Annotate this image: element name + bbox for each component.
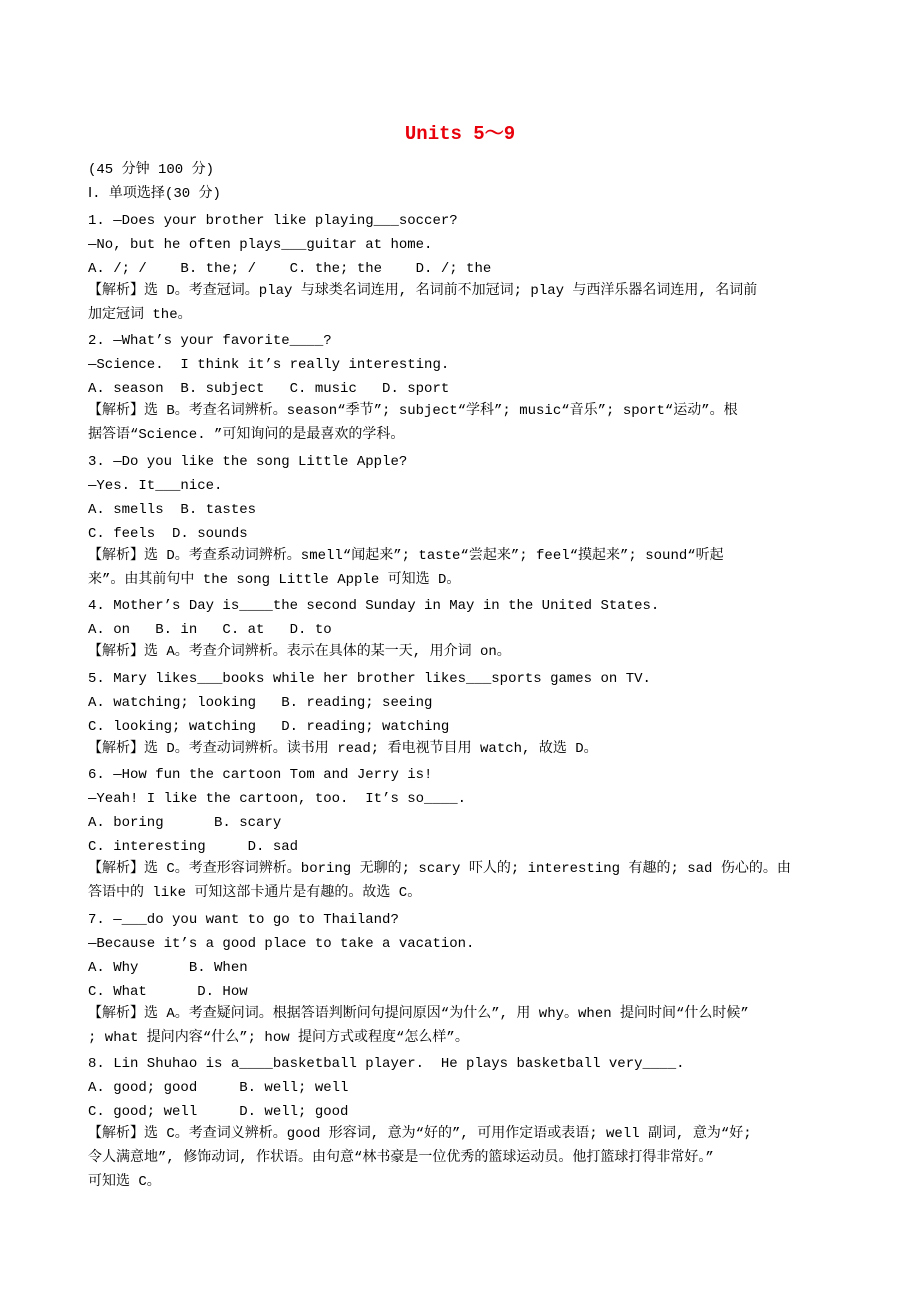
question-analysis (88, 279, 908, 327)
question-stem: —Science. I think it’s really interesting. (88, 357, 450, 373)
question-options: C. looking; watching D. reading; watching (88, 718, 450, 735)
analysis-line: 来”。由其前句中 the song Little Apple 可知选 D。 (88, 571, 461, 588)
question-options: C. What D. How (88, 983, 248, 1000)
question-stem: 5. Mary likes___books while her brother likes___sports games on TV. (88, 670, 651, 687)
question-options: A. /; / B. the; / C. the; the D. /; the (88, 260, 492, 277)
question-6 (88, 763, 908, 905)
analysis-line: 答语中的 like 可知这部卡通片是有趣的。故选 C。 (88, 885, 422, 901)
question-1 (88, 209, 908, 327)
question-stem: —Yeah! I like the cartoon, too. It’s so____. (88, 791, 467, 807)
question-2 (88, 329, 908, 447)
question-options: A. boring B. scary (88, 815, 282, 831)
question-stem: 4. Mother’s Day is____the second Sunday in May in the United States. (88, 598, 660, 614)
analysis-line: 【解析】选 A。考查疑问词。根据答语判断问句提问原因“为什么”, 用 why。when 提问时间“什么时候” (88, 1005, 749, 1022)
analysis-line: 可知选 C。 (88, 1174, 161, 1190)
question-stem: 3. —Do you like the song Little Apple? (88, 453, 408, 470)
question-stem: 6. —How fun the cartoon Tom and Jerry is! (88, 767, 433, 783)
question-5 (88, 667, 908, 761)
analysis-line: 令人满意地”, 修饰动词, 作状语。由句意“林书豪是一位优秀的篮球运动员。他打篮球打得非常好。” (88, 1150, 714, 1166)
question-stem: —Yes. It___nice. (88, 477, 223, 494)
question-options: C. good; well D. well; good (88, 1104, 349, 1120)
question-options: A. season B. subject C. music D. sport (88, 381, 450, 397)
analysis-line: 【解析】选 D。考查系动词辨析。smell“闻起来”; taste“尝起来”; feel“摸起来”; sound“听起 (88, 547, 724, 564)
exam-meta: (45 分钟 100 分) (88, 162, 215, 178)
question-analysis (88, 399, 908, 447)
question-analysis (88, 857, 908, 905)
question-analysis (88, 544, 908, 592)
question-options: A. Why B. When (88, 959, 248, 976)
question-stem: 1. —Does your brother like playing___soccer? (88, 212, 458, 229)
analysis-line: 【解析】选 C。考查词义辨析。good 形容词, 意为“好的”, 可用作定语或表语; well 副词, 意为“好; (88, 1126, 752, 1142)
question-options: A. smells B. tastes (88, 501, 257, 518)
question-stem: 8. Lin Shuhao is a____basketball player. He plays basketball very____. (88, 1056, 685, 1072)
question-options: A. watching; looking B. reading; seeing (88, 694, 433, 711)
analysis-line: 【解析】选 D。考查冠词。play 与球类名词连用, 名词前不加冠词; play 与西洋乐器名词连用, 名词前 (88, 282, 758, 299)
question-analysis (88, 737, 908, 761)
question-8 (88, 1052, 908, 1194)
question-analysis (88, 640, 908, 664)
question-7 (88, 908, 908, 1050)
page-title: Units 5～9 (404, 123, 516, 145)
question-stem: 7. —___do you want to go to Thailand? (88, 911, 399, 928)
analysis-line: 加定冠词 the。 (88, 306, 192, 323)
question-options: A. on B. in C. at D. to (88, 622, 332, 638)
question-stem: —No, but he often plays___guitar at home. (88, 236, 433, 253)
question-analysis (88, 1122, 908, 1194)
question-stem: 2. —What’s your favorite____? (88, 333, 332, 349)
question-stem: —Because it’s a good place to take a vacation. (88, 935, 475, 952)
analysis-line: 【解析】选 C。考查形容词辨析。boring 无聊的; scary 吓人的; interesting 有趣的; sad 伤心的。由 (88, 861, 791, 877)
analysis-line: 【解析】选 B。考查名词辨析。season“季节”; subject“学科”; music“音乐”; sport“运动”。根 (88, 403, 738, 419)
analysis-line: 【解析】选 A。考查介词辨析。表示在具体的某一天, 用介词 on。 (88, 644, 511, 660)
question-options: C. interesting D. sad (88, 839, 299, 855)
question-3 (88, 450, 908, 592)
analysis-line: ; what 提问内容“什么”; how 提问方式或程度“怎么样”。 (88, 1029, 469, 1046)
question-options: C. feels D. sounds (88, 525, 248, 542)
analysis-line: 据答语“Science. ”可知询问的是最喜欢的学科。 (88, 427, 405, 443)
section-heading: Ⅰ. 单项选择(30 分) (88, 186, 221, 202)
analysis-line: 【解析】选 D。考查动词辨析。读书用 read; 看电视节目用 watch, 故选 D。 (88, 740, 598, 757)
exam-body (88, 158, 908, 1194)
question-analysis (88, 1002, 908, 1050)
question-4 (88, 594, 908, 664)
question-options: A. good; good B. well; well (88, 1080, 349, 1096)
